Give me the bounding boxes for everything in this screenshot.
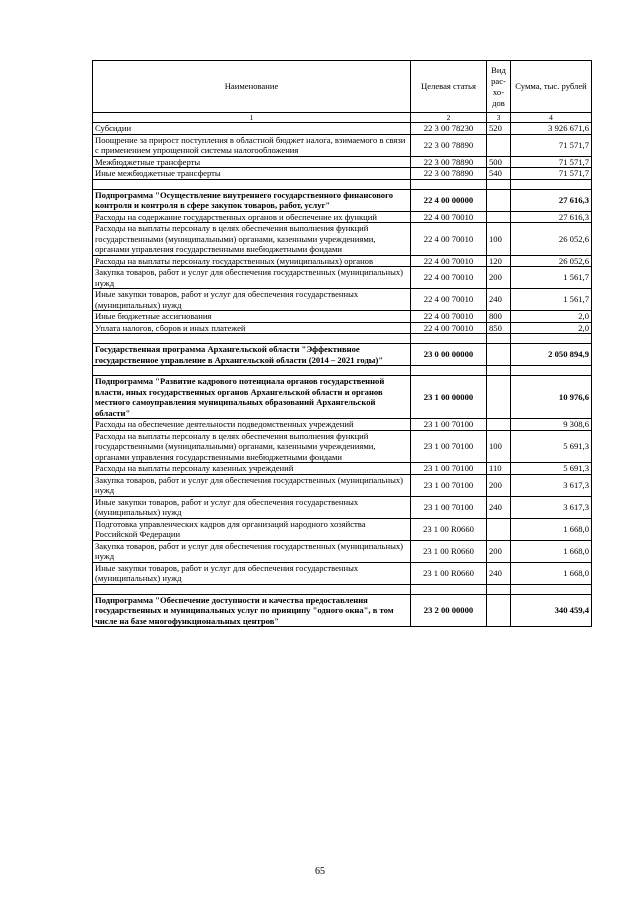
column-number: 4: [511, 113, 592, 123]
row-name: Подготовка управленческих кадров для организаций народного хозяйства Российской Федерации: [93, 518, 411, 540]
row-expense-kind: 850: [487, 322, 511, 334]
row-expense-kind: [487, 584, 511, 594]
row-name: Расходы на выплаты персоналу государственных (муниципальных) органов: [93, 255, 411, 267]
row-name: Иные закупки товаров, работ и услуг для обеспечения государственных (муниципальных) нужд: [93, 562, 411, 584]
table-row: [93, 419, 592, 431]
row-target-code: 23 2 00 00000: [411, 594, 487, 627]
row-sum: 27 616,3: [511, 189, 592, 211]
row-sum: [511, 584, 592, 594]
table-row: [93, 474, 592, 496]
table-row: [93, 376, 592, 419]
row-expense-kind: 240: [487, 562, 511, 584]
row-target-code: 23 1 00 70100: [411, 430, 487, 463]
row-sum: 1 668,0: [511, 562, 592, 584]
table-row: [93, 584, 592, 594]
row-sum: [511, 334, 592, 344]
row-sum: 71 571,7: [511, 134, 592, 156]
row-expense-kind: [487, 594, 511, 627]
table-row: [93, 267, 592, 289]
row-sum: 71 571,7: [511, 156, 592, 168]
row-sum: 10 976,6: [511, 376, 592, 419]
row-expense-kind: 110: [487, 463, 511, 475]
row-name: Иные межбюджетные трансферты: [93, 168, 411, 180]
row-sum: 2,0: [511, 322, 592, 334]
row-target-code: 22 4 00 70010: [411, 322, 487, 334]
table-row: [93, 562, 592, 584]
row-target-code: 23 1 00 R0660: [411, 540, 487, 562]
table-body: [93, 123, 592, 627]
row-name: Субсидии: [93, 123, 411, 135]
budget-table: [92, 60, 592, 627]
row-expense-kind: 240: [487, 289, 511, 311]
row-target-code: [411, 366, 487, 376]
row-expense-kind: [487, 376, 511, 419]
row-sum: 1 561,7: [511, 267, 592, 289]
table-row: [93, 344, 592, 366]
row-name: [93, 334, 411, 344]
row-name: Подпрограмма "Развитие кадрового потенциала органов государственной власти, иных государственных органов Архангельской области и органов местного самоуправления муниципальных образований Архангельской области": [93, 376, 411, 419]
row-name: Расходы на обеспечение деятельности подведомственных учреждений: [93, 419, 411, 431]
row-expense-kind: 120: [487, 255, 511, 267]
table-row: [93, 123, 592, 135]
row-name: Иные закупки товаров, работ и услуг для обеспечения государственных (муниципальных) нужд: [93, 496, 411, 518]
header-kind: Вид рас-хо-дов: [487, 61, 511, 113]
row-target-code: [411, 584, 487, 594]
row-expense-kind: [487, 189, 511, 211]
row-name: [93, 584, 411, 594]
row-name: [93, 179, 411, 189]
row-sum: 2 050 894,9: [511, 344, 592, 366]
row-name: Подпрограмма "Обеспечение доступности и качества предоставления государственных и муниципальных услуг по принципу "одного окна", в том числе на базе многофункциональных центров": [93, 594, 411, 627]
table-row: [93, 311, 592, 323]
row-target-code: 23 0 00 00000: [411, 344, 487, 366]
row-name: Подпрограмма "Осуществление внутреннего государственного финансового контроля и контроля в сфере закупок товаров, работ, услуг": [93, 189, 411, 211]
table-row: [93, 334, 592, 344]
row-expense-kind: [487, 134, 511, 156]
row-sum: 1 561,7: [511, 289, 592, 311]
row-target-code: 22 4 00 70010: [411, 289, 487, 311]
row-sum: 27 616,3: [511, 211, 592, 223]
table-row: [93, 430, 592, 463]
row-expense-kind: [487, 419, 511, 431]
row-target-code: [411, 334, 487, 344]
row-expense-kind: 500: [487, 156, 511, 168]
table-row: [93, 156, 592, 168]
row-name: Расходы на выплаты персоналу в целях обеспечения выполнения функций государственными (муниципальными) органами, казенными учреждениями, органами управления государственными внебюджетными фондами: [93, 223, 411, 256]
row-target-code: 22 3 00 78230: [411, 123, 487, 135]
table-row: [93, 322, 592, 334]
row-expense-kind: 240: [487, 496, 511, 518]
row-expense-kind: [487, 334, 511, 344]
row-target-code: 23 1 00 00000: [411, 376, 487, 419]
row-target-code: 22 3 00 78890: [411, 156, 487, 168]
row-expense-kind: 520: [487, 123, 511, 135]
row-expense-kind: [487, 179, 511, 189]
row-sum: [511, 179, 592, 189]
row-expense-kind: [487, 211, 511, 223]
row-expense-kind: 100: [487, 223, 511, 256]
column-number: 3: [487, 113, 511, 123]
row-expense-kind: 540: [487, 168, 511, 180]
table-row: [93, 518, 592, 540]
column-number: 1: [93, 113, 411, 123]
row-sum: 1 668,0: [511, 540, 592, 562]
row-target-code: 23 1 00 R0660: [411, 562, 487, 584]
row-sum: 340 459,4: [511, 594, 592, 627]
header-sum: Сумма, тыс. рублей: [511, 61, 592, 113]
row-target-code: 23 1 00 70100: [411, 463, 487, 475]
table-row: [93, 168, 592, 180]
table-row: [93, 496, 592, 518]
row-expense-kind: 200: [487, 267, 511, 289]
row-name: Иные бюджетные ассигнования: [93, 311, 411, 323]
row-target-code: 22 4 00 70010: [411, 267, 487, 289]
row-sum: 71 571,7: [511, 168, 592, 180]
row-target-code: 22 4 00 70010: [411, 311, 487, 323]
table-row: [93, 211, 592, 223]
table-row: [93, 189, 592, 211]
row-sum: 3 617,3: [511, 496, 592, 518]
table-header-row: [93, 61, 592, 113]
table-row: [93, 540, 592, 562]
row-target-code: 23 1 00 70100: [411, 474, 487, 496]
table-row: [93, 134, 592, 156]
table-row: [93, 289, 592, 311]
row-target-code: [411, 179, 487, 189]
row-expense-kind: [487, 518, 511, 540]
table-row: [93, 463, 592, 475]
row-target-code: 22 4 00 70010: [411, 255, 487, 267]
row-expense-kind: 800: [487, 311, 511, 323]
table-row: [93, 255, 592, 267]
table-row: [93, 179, 592, 189]
row-name: [93, 366, 411, 376]
row-name: Закупка товаров, работ и услуг для обеспечения государственных (муниципальных) нужд: [93, 540, 411, 562]
row-expense-kind: 200: [487, 474, 511, 496]
row-sum: 1 668,0: [511, 518, 592, 540]
table-row: [93, 223, 592, 256]
row-expense-kind: [487, 344, 511, 366]
page-number: 65: [315, 866, 325, 877]
table-row: [93, 594, 592, 627]
header-name: Наименование: [93, 61, 411, 113]
row-name: Межбюджетные трансферты: [93, 156, 411, 168]
row-sum: 3 617,3: [511, 474, 592, 496]
row-sum: 5 691,3: [511, 430, 592, 463]
row-name: Закупка товаров, работ и услуг для обеспечения государственных (муниципальных) нужд: [93, 267, 411, 289]
header-target: Целевая статья: [411, 61, 487, 113]
row-sum: [511, 366, 592, 376]
row-target-code: 22 4 00 00000: [411, 189, 487, 211]
row-name: Уплата налогов, сборов и иных платежей: [93, 322, 411, 334]
row-name: Расходы на содержание государственных органов и обеспечение их функций: [93, 211, 411, 223]
row-target-code: 22 3 00 78890: [411, 134, 487, 156]
row-name: Расходы на выплаты персоналу казенных учреждений: [93, 463, 411, 475]
row-name: Иные закупки товаров, работ и услуг для обеспечения государственных (муниципальных) нужд: [93, 289, 411, 311]
row-target-code: 23 1 00 70100: [411, 419, 487, 431]
row-target-code: 22 4 00 70010: [411, 223, 487, 256]
row-target-code: 22 3 00 78890: [411, 168, 487, 180]
row-sum: 26 052,6: [511, 255, 592, 267]
row-name: Расходы на выплаты персоналу в целях обеспечения выполнения функций государственными (муниципальными) органами, казенными учреждениями, органами управления государственными внебюджетными фондами: [93, 430, 411, 463]
row-target-code: 23 1 00 R0660: [411, 518, 487, 540]
row-name: Государственная программа Архангельской области "Эффективное государственное управление в Архангельской области (2014 – 2021 годы)": [93, 344, 411, 366]
row-sum: 2,0: [511, 311, 592, 323]
row-sum: 9 308,6: [511, 419, 592, 431]
row-sum: 26 052,6: [511, 223, 592, 256]
row-expense-kind: [487, 366, 511, 376]
row-sum: 5 691,3: [511, 463, 592, 475]
table-row: [93, 366, 592, 376]
row-expense-kind: 200: [487, 540, 511, 562]
row-target-code: 22 4 00 70010: [411, 211, 487, 223]
column-number: 2: [411, 113, 487, 123]
row-expense-kind: 100: [487, 430, 511, 463]
row-name: Закупка товаров, работ и услуг для обеспечения государственных (муниципальных) нужд: [93, 474, 411, 496]
row-name: Поощрение за прирост поступления в областной бюджет налога, взимаемого в связи с применением упрощенной системы налогообложения: [93, 134, 411, 156]
row-target-code: 23 1 00 70100: [411, 496, 487, 518]
row-sum: 3 926 671,6: [511, 123, 592, 135]
column-number-row: [93, 113, 592, 123]
